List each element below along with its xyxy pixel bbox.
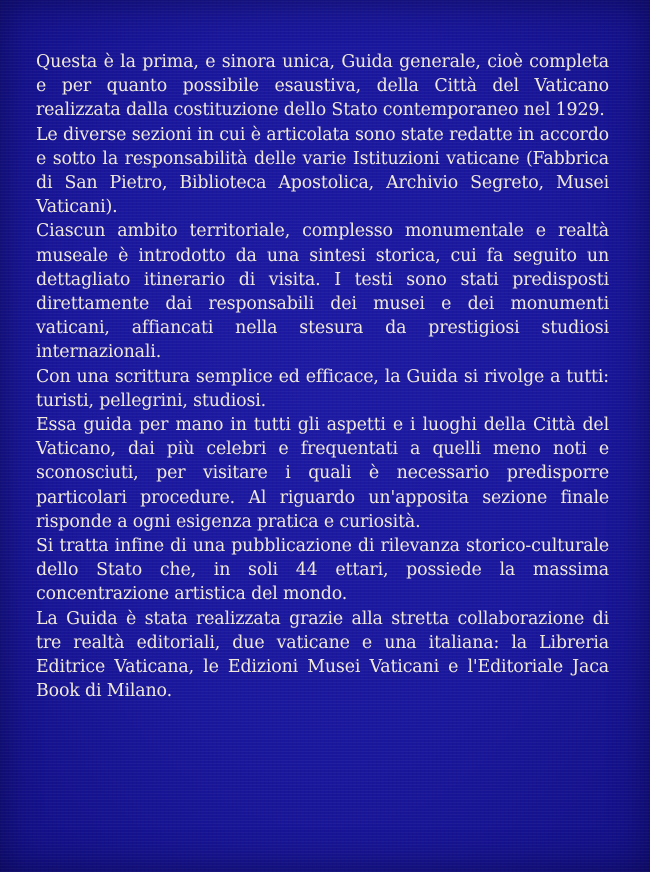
blurb-paragraph-4: Con una scrittura semplice ed efficace, la Guida si rivolge a tutti: turisti, pellegrini, studiosi. (36, 366, 609, 411)
blurb-paragraph-2: Le diverse sezioni in cui è articolata sono state redatte in accordo e sotto la responsabilità delle varie Istituzioni vaticane (Fabbrica di San Pietro, Biblioteca Apostolica, Archivio Segreto, Musei Vaticani). (36, 124, 609, 218)
blurb-paragraph-7: La Guida è stata realizzata grazie alla stretta collaborazione di tre realtà editoriali, due vaticane e una italiana: la Libreria Editrice Vaticana, le Edizioni Musei Vaticani e l'Editoriale Jaca Book di Milano. (36, 608, 609, 702)
blurb-paragraph-5: Essa guida per mano in tutti gli aspetti e i luoghi della Città del Vaticano, dai più celebri e frequentati a quelli meno noti e sconosciuti, per visitare i quali è necessario predisporre particolari procedure. Al riguardo un'apposita sezione finale risponde a ogni esigenza pratica e curiosità. (36, 415, 609, 532)
blurb-paragraph-1: Questa è la prima, e sinora unica, Guida generale, cioè completa e per quanto possibile esaustiva, della Città del Vaticano realizzata dalla costituzione dello Stato contemporaneo nel 1929. (36, 52, 609, 121)
blurb-paragraph-6: Si tratta infine di una pubblicazione di rilevanza storico-culturale dello Stato che, in soli 44 ettari, possiede la massima concentrazione artistica del mondo. (36, 536, 609, 605)
blurb-paragraph-3: Ciascun ambito territoriale, complesso monumentale e realtà museale è introdotto da una sintesi storica, cui fa seguito un dettagliato itinerario di visita. I testi sono stati predisposti direttamente dai responsabili dei musei e dei monumenti vaticani, affiancati nella stesura da prestigiosi studiosi internazionali. (36, 221, 609, 363)
blurb-text-block (36, 50, 609, 703)
